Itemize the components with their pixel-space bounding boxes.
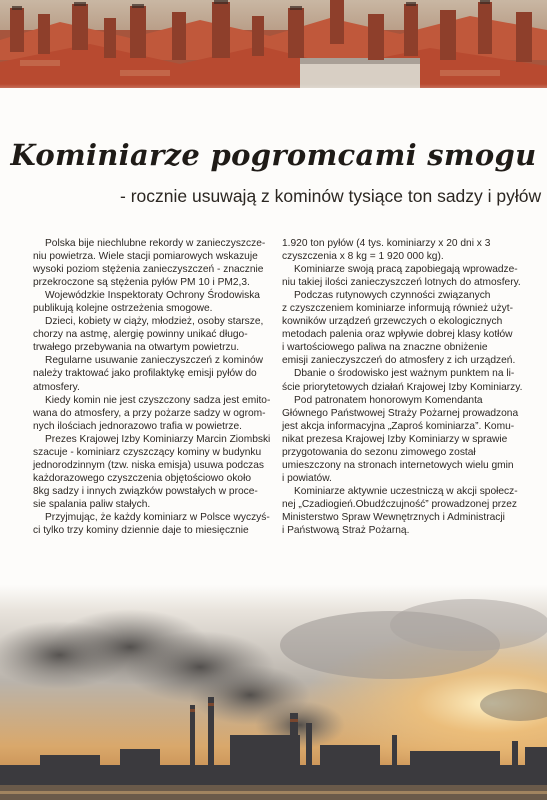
paragraph: Kiedy komin nie jest czyszczony sadza jest emito- wana do atmosfery, a przy pożarze sadzy w ogrom- nych ilościach jednorazowo trafia w powietrze. bbox=[33, 394, 271, 432]
paragraph: Podczas rutynowych czynności związanych z czyszczeniem kominiarze informują również użyt- kowników urządzeń grzewczych o ekologicznych metodach palenia oraz wpływie dobrej klasy kotłów i wartościowego paliwa na znaczne obniżenie emisji zanieczyszczeń do atmosfery z ich urządzeń. bbox=[282, 290, 516, 367]
paragraph: Wojewódzkie Inspektoraty Ochrony Środowiska publikują kolejne ostrzeżenia smogowe. bbox=[33, 290, 260, 315]
rooftops-chimneys-image bbox=[0, 0, 547, 88]
paragraph: Polska bije niechlubne rekordy w zanieczyszcze- niu powietrza. Wiele stacji pomiarowych wskazuje wysoki poziom stężenia zanieczyszczeń - znacznie przekroczone są stężenia pyłów PM 10 i PM2,3. bbox=[33, 238, 266, 289]
article-title: Kominiarze pogromcami smogu bbox=[10, 138, 537, 172]
paragraph: Kominiarze aktywnie uczestniczą w akcji społecz- nej „Czadiogień.Obudźczujność” prowadzonej przez Ministerstwo Spraw Wewnętrznych i Administracji i Państwową Straż Pożarną. bbox=[282, 485, 518, 537]
text-column-right bbox=[282, 237, 523, 537]
paragraph: Kominiarze swoją pracą zapobiegają wprowadze- niu takiej ilości zanieczyszczeń lotnych do atmosfery. bbox=[282, 264, 521, 289]
photo-fade bbox=[0, 84, 547, 104]
paragraph: Pod patronatem honorowym Komendanta Głównego Państwowej Straży Pożarnej prowadzona jest akcja informacyjna „Zaproś kominiarza”. Komu- nikat prezesa Krajowej Izby Kominiarzy w sprawie przygotowania do sezonu zimowego został umieszczony na stronach internetowych wielu gmin i powiatów. bbox=[282, 394, 519, 484]
paragraph: 1.920 ton pyłów (4 tys. kominiarzy x 20 dni x 3 czyszczenia x 8 kg = 1 920 000 kg). bbox=[282, 238, 491, 263]
paragraph: Prezes Krajowej Izby Kominiarzy Marcin Ziombski szacuje - kominiarz czyszczący kominy w budynku jednorodzinnym (tzw. niska emisja) usuwa podczas każdorazowego czyszczenia objętościowo około 8kg sadzy i innych związków powstałych w proce- sie spalania paliw stałych. bbox=[33, 433, 271, 510]
article-subtitle: - rocznie usuwają z kominów tysiące ton sadzy i pyłów bbox=[120, 186, 542, 206]
industrial-smog-image bbox=[0, 585, 547, 800]
text-column-left bbox=[33, 237, 271, 537]
paragraph: Dzieci, kobiety w ciąży, młodzież, osoby starsze, chorzy na astmę, alergię powinny unikać długo- trwałego przebywania na otwartym powietrzu. bbox=[33, 316, 264, 354]
paragraph: Przyjmując, że każdy kominiarz w Polsce wyczyś- ci tylko trzy kominy dziennie daje to miesięcznie bbox=[33, 511, 270, 537]
paragraph: Dbanie o środowisko jest ważnym punktem na li- ście priorytetowych działań Krajowej Izby Kominiarzy. bbox=[282, 368, 523, 393]
paragraph: Regularne usuwanie zanieczyszczeń z kominów należy traktować jako profilaktykę emisji pyłów do atmosfery. bbox=[33, 355, 264, 393]
